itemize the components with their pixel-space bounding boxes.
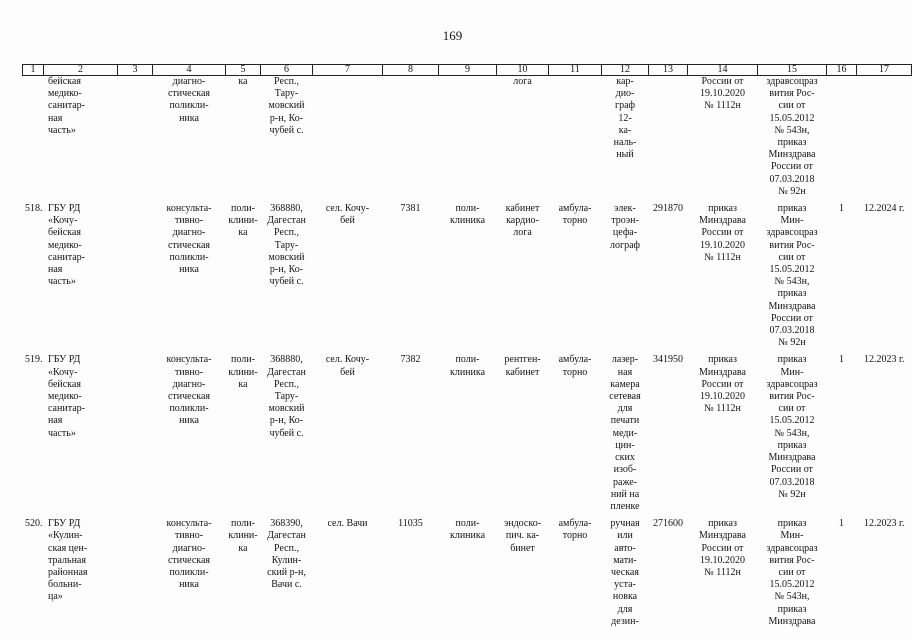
column-header: 17: [857, 65, 912, 76]
table-row: [23, 513, 912, 628]
cell-text: 291870: [653, 203, 683, 215]
table-cell-col-12: [602, 349, 649, 513]
table-cell-col-7: [313, 349, 383, 513]
cell-text: кабинет кардио- лога: [505, 203, 540, 239]
cell-text: приказ Минздрава России от 19.10.2020 № 1112н: [699, 518, 746, 578]
cell-text: кар- дио- граф 12- ка- наль- ный: [613, 76, 637, 161]
cell-text: 368390, Дагестан Респ., Кулин- ский р-н, Вачи с.: [267, 518, 306, 591]
cell-text: приказ Мин- здравсоцраз вития Рос- сии от 15.05.2012 № 543н, приказ Минздрава России от 07.03.2018 № 92н: [766, 354, 818, 500]
cell-text: Респ., Тару- мовский р-н, Ко- чубей с.: [268, 76, 305, 136]
cell-text: амбула- торно: [558, 203, 592, 227]
table-cell-col-4: [153, 349, 226, 513]
table-cell-col-16: [827, 513, 857, 628]
table-cell-col-8: [383, 349, 439, 513]
column-header: 16: [827, 65, 857, 76]
cell-text: лога: [513, 76, 532, 87]
table-cell-col-14: [688, 349, 758, 513]
table-cell-col-2: [44, 349, 118, 513]
cell-text: России от 19.10.2020 № 1112н: [700, 76, 745, 112]
column-header: 15: [758, 65, 827, 76]
page-number: 169: [442, 28, 463, 43]
cell-text: 518.: [25, 203, 43, 215]
table-cell-col-5: [226, 349, 261, 513]
table-row: [23, 198, 912, 349]
table-cell-col-11: [549, 198, 602, 349]
table-cell-col-4: [153, 198, 226, 349]
table-cell-col-14: [688, 513, 758, 628]
cell-text: консульта- тивно- диагно- стическая поликли- ника: [166, 354, 212, 427]
column-header: 12: [602, 65, 649, 76]
table-cell-col-5: [226, 513, 261, 628]
table-cell-col-11: [549, 76, 602, 199]
table-cell-col-13: [649, 198, 688, 349]
table-cell-col-10: [497, 513, 549, 628]
table-cell-col-9: [439, 349, 497, 513]
table-cell-col-8: [383, 198, 439, 349]
cell-text: амбула- торно: [558, 354, 592, 378]
cell-text: сел. Вачи: [327, 518, 368, 530]
column-header: 8: [383, 65, 439, 76]
cell-text: поли- клиника: [449, 518, 486, 542]
table-row: [23, 349, 912, 513]
cell-text: 12.2023 г.: [864, 354, 905, 366]
cell-text: ГБУ РД «Кулин- ская цен- тральная районная больни- ца»: [48, 518, 88, 603]
table-cell-col-4: [153, 513, 226, 628]
column-header: 6: [261, 65, 313, 76]
column-header: 1: [23, 65, 44, 76]
table-cell-col-5: [226, 76, 261, 199]
table-cell-col-17: [857, 513, 912, 628]
column-header: 2: [44, 65, 118, 76]
cell-text: ка: [238, 76, 248, 87]
table-cell-col-12: [602, 198, 649, 349]
cell-text: 271600: [653, 518, 683, 530]
table-cell-col-2: [44, 513, 118, 628]
cell-text: поли- клиника: [449, 203, 486, 227]
table-cell-col-2: [44, 76, 118, 199]
column-header: 5: [226, 65, 261, 76]
table-cell-col-7: [313, 513, 383, 628]
cell-text: приказ Мин- здравсоцраз вития Рос- сии от 15.05.2012 № 543н, приказ Минздрава: [766, 518, 818, 627]
table-cell-col-10: [497, 198, 549, 349]
table-cell-col-13: [649, 513, 688, 628]
cell-text: лазер- ная камера сетевая для печати меди- цин- ских изоб- раже- ний на пленке: [609, 354, 641, 512]
cell-text: 519.: [25, 354, 43, 366]
cell-text: рентген- кабинет: [504, 354, 541, 378]
cell-text: поли- клини- ка: [228, 518, 258, 554]
table-cell-col-14: [688, 198, 758, 349]
cell-text: сел. Кочу- бей: [325, 203, 370, 227]
table-body: [23, 76, 912, 628]
cell-text: 7382: [400, 354, 421, 366]
table-cell-col-10: [497, 349, 549, 513]
table-cell-col-8: [383, 513, 439, 628]
table-cell-col-9: [439, 198, 497, 349]
table-cell-col-9: [439, 513, 497, 628]
cell-text: 341950: [653, 354, 683, 366]
column-header: 10: [497, 65, 549, 76]
table-cell-col-16: [827, 76, 857, 199]
table-cell-col-13: [649, 349, 688, 513]
table-cell-col-3: [118, 198, 153, 349]
table-cell-col-1: [23, 76, 44, 199]
table-cell-col-6: [261, 349, 313, 513]
equipment-table: [22, 64, 912, 628]
column-header: 7: [313, 65, 383, 76]
cell-text: сел. Кочу- бей: [325, 354, 370, 378]
table-cell-col-4: [153, 76, 226, 199]
cell-text: 520.: [25, 518, 43, 530]
table-cell-col-11: [549, 513, 602, 628]
cell-text: приказ Минздрава России от 19.10.2020 № 1112н: [699, 203, 746, 263]
cell-text: 12.2023 г.: [864, 518, 905, 530]
cell-text: консульта- тивно- диагно- стическая поликли- ника: [166, 203, 212, 276]
column-header: 3: [118, 65, 153, 76]
cell-text: бейская медико- санитар- ная часть»: [48, 76, 85, 136]
table-cell-col-13: [649, 76, 688, 199]
cell-text: 12.2024 г.: [864, 203, 905, 215]
table-cell-col-8: [383, 76, 439, 199]
table-cell-col-6: [261, 513, 313, 628]
table-cell-col-17: [857, 76, 912, 199]
column-number-row: [23, 65, 912, 76]
table-cell-col-15: [758, 513, 827, 628]
table-cell-col-15: [758, 76, 827, 199]
table-cell-col-12: [602, 76, 649, 199]
table-cell-col-17: [857, 198, 912, 349]
cell-text: поли- клиника: [449, 354, 486, 378]
table-cell-col-5: [226, 198, 261, 349]
cell-text: 1: [839, 354, 844, 366]
cell-text: консульта- тивно- диагно- стическая поликли- ника: [166, 518, 212, 591]
table-cell-col-1: [23, 349, 44, 513]
continuation-row: [23, 76, 912, 199]
table-cell-col-16: [827, 349, 857, 513]
table-cell-col-14: [688, 76, 758, 199]
cell-text: амбула- торно: [558, 518, 592, 542]
table-cell-col-2: [44, 198, 118, 349]
table-cell-col-9: [439, 76, 497, 199]
cell-text: 1: [839, 518, 844, 530]
cell-text: 7381: [400, 203, 421, 215]
table-cell-col-1: [23, 198, 44, 349]
table-cell-col-12: [602, 513, 649, 628]
cell-text: 1: [839, 203, 844, 215]
cell-text: эндоско- пич. ка- бинет: [503, 518, 542, 554]
table-cell-col-15: [758, 198, 827, 349]
table-cell-col-17: [857, 349, 912, 513]
cell-text: 368880, Дагестан Респ., Тару- мовский р-н, Ко- чубей с.: [267, 203, 306, 288]
table-cell-col-3: [118, 76, 153, 199]
cell-text: ручная или авто- мати- ческая уста- новка для дезин-: [610, 518, 640, 627]
table-cell-col-16: [827, 198, 857, 349]
table-cell-col-11: [549, 349, 602, 513]
column-header: 13: [649, 65, 688, 76]
cell-text: диагно- стическая поликли- ника: [167, 76, 211, 124]
table-cell-col-6: [261, 198, 313, 349]
column-header: 14: [688, 65, 758, 76]
table-cell-col-6: [261, 76, 313, 199]
column-header: 4: [153, 65, 226, 76]
table-cell-col-7: [313, 76, 383, 199]
cell-text: приказ Минздрава России от 19.10.2020 № 1112н: [699, 354, 746, 415]
cell-text: элек- троэн- цефа- лограф: [609, 203, 640, 251]
table-cell-col-3: [118, 513, 153, 628]
cell-text: приказ Мин- здравсоцраз вития Рос- сии от 15.05.2012 № 543н, приказ Минздрава России от 07.03.2018 № 92н: [766, 203, 818, 349]
cell-text: ГБУ РД «Кочу- бейская медико- санитар- ная часть»: [48, 354, 85, 439]
cell-text: здравсоцраз вития Рос- сии от 15.05.2012 № 543н, приказ Минздрава России от 07.03.2018 № 92н: [766, 76, 818, 197]
column-header: 9: [439, 65, 497, 76]
table-cell-col-7: [313, 198, 383, 349]
cell-text: ГБУ РД «Кочу- бейская медико- санитар- ная часть»: [48, 203, 85, 288]
cell-text: поли- клини- ка: [228, 203, 258, 239]
column-header: 11: [549, 65, 602, 76]
equipment-table-frame: [22, 64, 905, 640]
table-cell-col-15: [758, 349, 827, 513]
table-cell-col-1: [23, 513, 44, 628]
table-cell-col-10: [497, 76, 549, 199]
table-cell-col-3: [118, 349, 153, 513]
cell-text: 11035: [398, 518, 423, 530]
cell-text: поли- клини- ка: [228, 354, 258, 390]
cell-text: 368880, Дагестан Респ., Тару- мовский р-н, Ко- чубей с.: [267, 354, 306, 439]
